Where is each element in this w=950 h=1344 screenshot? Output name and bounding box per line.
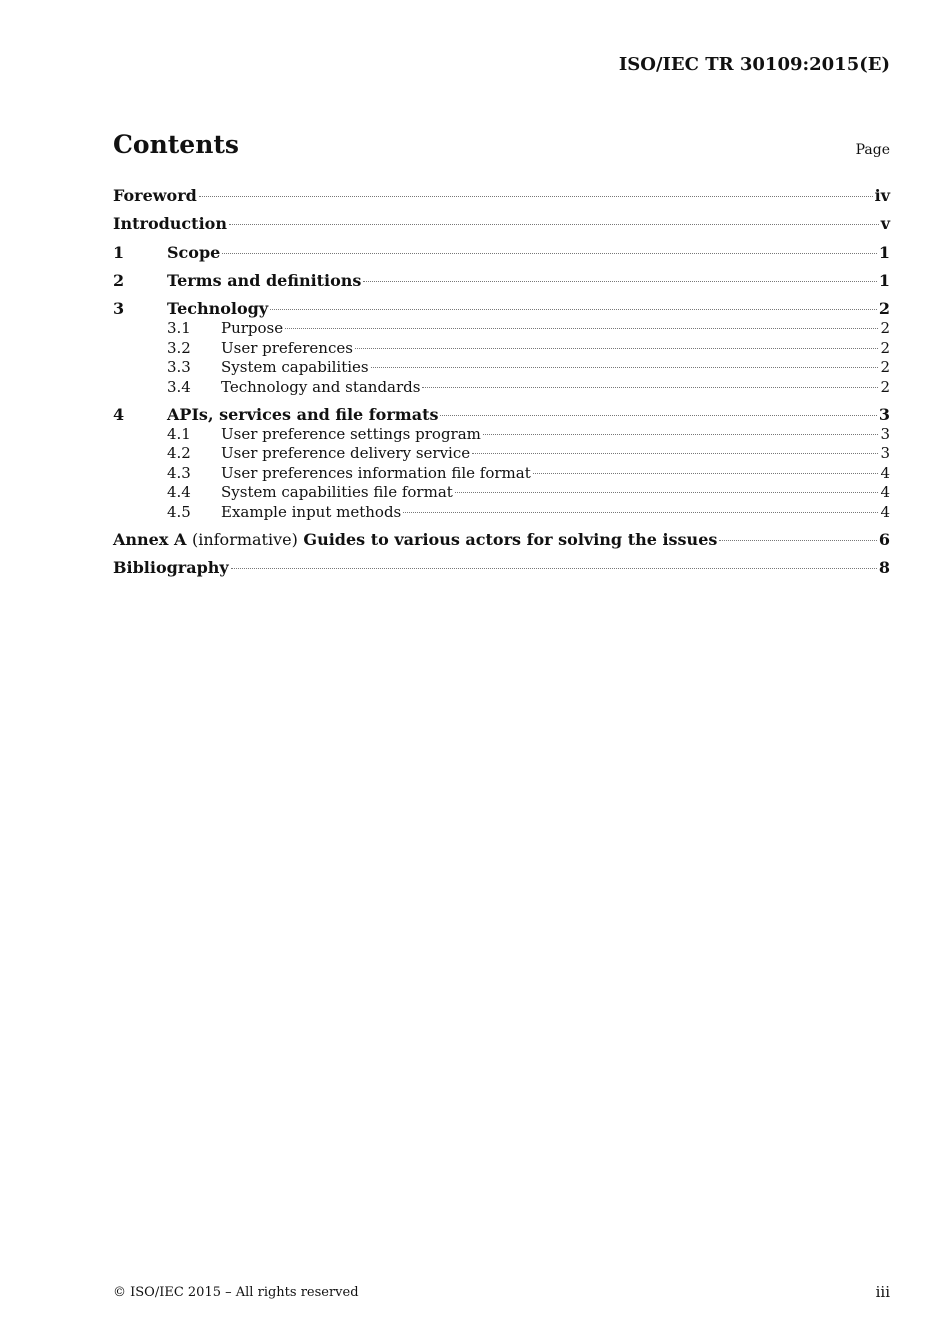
toc-entry-number: 4 — [113, 404, 125, 424]
toc-subentry-page: 4 — [880, 502, 890, 521]
toc-subentry-4-5[interactable] — [113, 503, 890, 530]
toc-subentry-page: 2 — [880, 338, 890, 357]
toc-subentry-4-2[interactable] — [113, 444, 890, 464]
dot-leader — [285, 328, 878, 329]
dot-leader — [363, 281, 876, 282]
toc-entry-page: 2 — [878, 299, 890, 319]
toc-entry-title: Terms and definitions — [167, 270, 362, 290]
toc-subentry-3-3[interactable] — [113, 358, 890, 378]
toc-entry-annex-a[interactable] — [113, 530, 890, 558]
toc-subentry-page: 3 — [880, 424, 890, 443]
toc-subentry-title: System capabilities — [221, 358, 369, 377]
toc-entry-apis-services-file-formats[interactable] — [113, 405, 890, 425]
toc-entry-bibliography[interactable] — [113, 558, 890, 586]
toc-subentry-number: 4.1 — [167, 424, 191, 443]
dot-leader — [229, 224, 879, 225]
toc-entry-page: 6 — [878, 529, 890, 549]
toc-entry-title: Bibliography — [113, 557, 229, 577]
toc-subentry-title: User preferences information file format — [221, 463, 531, 482]
toc-subentry-3-1[interactable] — [113, 319, 890, 339]
toc-subentry-title: Technology and standards — [221, 377, 421, 396]
dot-leader — [422, 387, 878, 388]
toc-subentry-number: 4.3 — [167, 463, 191, 482]
dot-leader — [199, 196, 873, 197]
dot-leader — [371, 367, 879, 368]
toc-subentry-title: User preferences — [221, 338, 353, 357]
dot-leader — [231, 568, 877, 569]
toc-entry-page: iv — [874, 186, 890, 205]
toc-subentry-3-4[interactable] — [113, 378, 890, 405]
contents-title: Contents — [113, 130, 240, 159]
toc-entry-technology[interactable] — [113, 299, 890, 319]
toc-entry-terms-and-definitions[interactable] — [113, 271, 890, 299]
toc-entry-number: 1 — [113, 242, 125, 262]
annex-label: Annex A — [113, 529, 187, 549]
toc-subentry-page: 2 — [880, 377, 890, 396]
toc-subentry-number: 4.5 — [167, 502, 191, 521]
toc-subentry-4-1[interactable] — [113, 425, 890, 445]
footer-copyright: © ISO/IEC 2015 – All rights reserved — [113, 1285, 359, 1300]
toc-subentry-page: 2 — [880, 319, 890, 338]
toc-entry-title: Scope — [167, 242, 221, 262]
document-id: ISO/IEC TR 30109:2015(E) — [618, 54, 890, 75]
dot-leader — [533, 473, 879, 474]
toc-subentry-number: 4.2 — [167, 444, 191, 463]
dot-leader — [455, 492, 879, 493]
toc-entry-title: Introduction — [113, 214, 227, 234]
toc-subentry-number: 3.4 — [167, 377, 191, 396]
toc-subentry-title: Example input methods — [221, 502, 402, 521]
toc-entry-page: v — [880, 214, 890, 234]
table-of-contents — [113, 186, 890, 586]
toc-entry-page: 3 — [878, 404, 890, 424]
toc-subentry-page: 3 — [880, 444, 890, 463]
toc-entry-scope[interactable] — [113, 243, 890, 271]
toc-entry-title: Foreword — [113, 186, 197, 205]
dot-leader — [403, 512, 878, 513]
toc-subentry-page: 2 — [880, 358, 890, 377]
dot-leader — [483, 434, 879, 435]
page-column-label: Page — [855, 142, 890, 158]
toc-subentry-4-4[interactable] — [113, 483, 890, 503]
annex-qualifier: (informative) — [191, 529, 298, 549]
toc-subentry-title: User preference settings program — [221, 424, 481, 443]
dot-leader — [719, 540, 876, 541]
toc-entry-title: APIs, services and file formats — [167, 404, 439, 424]
toc-entry-number: 3 — [113, 299, 125, 319]
toc-entry-number: 2 — [113, 270, 125, 290]
toc-subentry-number: 3.2 — [167, 338, 191, 357]
toc-subentry-3-2[interactable] — [113, 339, 890, 359]
toc-entry-page: 1 — [878, 242, 890, 262]
dot-leader — [472, 453, 878, 454]
toc-subentry-number: 3.3 — [167, 358, 191, 377]
toc-entry-page: 1 — [878, 270, 890, 290]
dot-leader — [270, 309, 877, 310]
dot-leader — [440, 415, 876, 416]
toc-subentry-page: 4 — [880, 463, 890, 482]
toc-entry-title — [113, 530, 717, 550]
toc-subentry-number: 3.1 — [167, 319, 191, 338]
toc-subentry-4-3[interactable] — [113, 464, 890, 484]
toc-subentry-page: 4 — [880, 483, 890, 502]
dot-leader — [222, 253, 877, 254]
toc-entry-page: 8 — [878, 557, 890, 577]
toc-subentry-title: User preference delivery service — [221, 444, 471, 463]
toc-subentry-number: 4.4 — [167, 483, 191, 502]
footer-page-number: iii — [875, 1283, 890, 1301]
toc-entry-introduction[interactable] — [113, 214, 890, 242]
toc-subentry-title: System capabilities file format — [221, 483, 453, 502]
toc-entry-foreword[interactable] — [113, 186, 890, 214]
toc-entry-title: Technology — [167, 299, 269, 319]
dot-leader — [355, 348, 879, 349]
annex-title: Guides to various actors for solving the issues — [303, 529, 718, 549]
toc-subentry-title: Purpose — [221, 319, 284, 338]
